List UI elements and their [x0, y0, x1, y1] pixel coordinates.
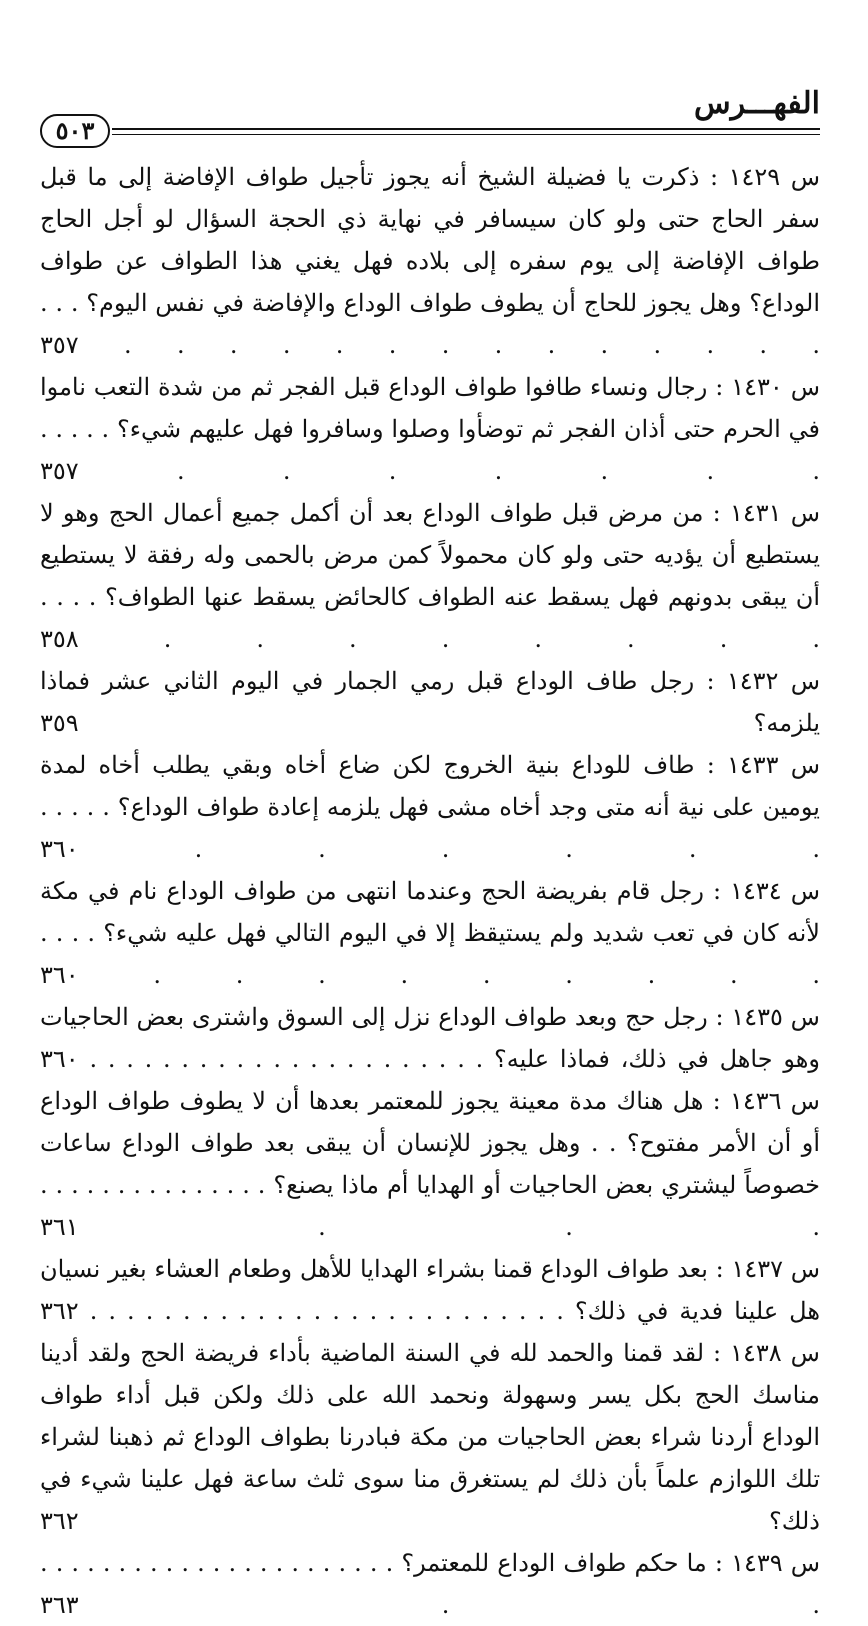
leader-dots: . . . . . . . . . . . . . . . . . . . . . . . . . .	[89, 1297, 564, 1325]
question-number: س ١٤٣٩ :	[714, 1549, 821, 1577]
index-entry	[40, 1080, 820, 1248]
question-number: س ١٤٣١ :	[712, 499, 820, 527]
index-entry	[40, 492, 820, 660]
page-reference: ٣٥٧	[40, 457, 79, 485]
question-number: س ١٤٣٣ :	[706, 751, 820, 779]
page-reference: ٣٥٩	[40, 709, 79, 737]
header-rule	[112, 128, 820, 130]
leader-dots: . . . . . . . . . . . . . . . . . . . . . . . . .	[40, 1549, 820, 1619]
question-text: رجل حج وبعد طواف الوداع نزل إلى السوق واشترى بعض الحاجيات وهو جاهل في ذلك، فماذا عليه؟	[40, 1003, 820, 1073]
question-text: هل هناك مدة معينة يجوز للمعتمر بعدها أن لا يطوف طواف الوداع أو أن الأمر مفتوح؟ . . وهل يجوز للإنسان أن يبقى بعد طواف الوداع ساعات خصوصاً ليشتري بعض الحاجيات أو الهدايا أم ماذا يصنع؟	[40, 1087, 820, 1199]
leader-dots: . . . . . . . . . . . .	[40, 415, 820, 485]
index-entry	[40, 660, 820, 744]
index-entry	[40, 156, 820, 366]
question-text: ما حكم طواف الوداع للمعتمر؟	[401, 1549, 707, 1577]
index-entry	[40, 366, 820, 492]
question-text: رجال ونساء طافوا طواف الوداع قبل الفجر ثم من شدة التعب ناموا في الحرم حتى أذان الفجر ثم توضأوا وصلوا وسافروا فهل عليهم شيء؟	[40, 373, 820, 443]
page-reference: ٣٦٢	[40, 1507, 79, 1535]
page-reference: ٣٦٠	[40, 835, 79, 863]
page-reference: ٣٦٠	[40, 1045, 79, 1073]
question-number: س ١٤٢٩ :	[709, 163, 820, 191]
question-text: رجل قام بفريضة الحج وعندما انتهى من طواف الوداع نام في مكة لأنه كان في تعب شديد ولم يستيقظ إلا في اليوم التالي فهل عليه شيء؟	[40, 877, 820, 947]
leader-dots: . . . . . . . . . . . . . . . . .	[40, 289, 820, 359]
page-reference: ٣٦٣	[40, 1591, 79, 1619]
question-number: س ١٤٣٢ :	[706, 667, 820, 695]
leader-dots: . . . . . . . . . . . .	[40, 583, 820, 653]
question-number: س ١٤٣٤ :	[713, 877, 820, 905]
page-header	[40, 86, 820, 156]
page-title: الفهـــرس	[693, 86, 820, 121]
page-reference: ٣٦٠	[40, 961, 79, 989]
page-number-badge: ٥٠٣	[40, 114, 110, 148]
question-text: لقد قمنا والحمد لله في السنة الماضية بأداء فريضة الحج ولقد أدينا مناسك الحج بكل يسر وسهولة ونحمد الله على ذلك ولكن قبل أداء طواف الوداع أردنا شراء بعض الحاجيات من مكة فبادرنا بطواف الوداع ثم ذهبنا لشراء تلك اللوازم علماً بأن ذلك لم يستغرق منا سوى ثلث ساعة فهل علينا شيء في ذلك؟	[40, 1339, 820, 1535]
question-number: س ١٤٣٠ :	[715, 373, 820, 401]
question-number: س ١٤٣٨ :	[713, 1339, 820, 1367]
question-text: رجل طاف الوداع قبل رمي الجمار في اليوم الثاني عشر فماذا يلزمه؟	[40, 667, 820, 737]
index-entry	[40, 1542, 820, 1626]
question-number: س ١٤٣٥ :	[715, 1003, 820, 1031]
question-text: ذكرت يا فضيلة الشيخ أنه يجوز تأجيل طواف الإفاضة إلى ما قبل سفر الحاج حتى ولو كان سيسافر في نهاية ذي الحجة السؤال لو أجل الحاج طواف الإفاضة إلى يوم سفره إلى بلاده فهل يغني هذا الطواف عن طواف الوداع؟ وهل يجوز للحاج أن يطوف طواف الوداع والإفاضة في نفس اليوم؟	[40, 163, 820, 317]
page-reference: ٣٥٨	[40, 625, 79, 653]
index-entry	[40, 744, 820, 870]
leader-dots: . . . . . . . . . . . . . . . . . .	[40, 1171, 820, 1241]
index-entries	[40, 156, 820, 1626]
question-text: من مرض قبل طواف الوداع بعد أن أكمل جميع أعمال الحج وهو لا يستطيع أن يؤديه حتى ولو كان محمولاً كمن مرض بالحمى وله رفقة لا يستطيع أن يبقى بدونهم فهل يسقط عنه الطواف كالحائض يسقط عنها الطواف؟	[40, 499, 820, 611]
index-entry	[40, 1332, 820, 1542]
question-text: طاف للوداع بنية الخروج لكن ضاع أخاه وبقي يطلب أخاه لمدة يومين على نية أنه متى وجد أخاه مشى فهل يلزمه إعادة طواف الوداع؟	[40, 751, 820, 821]
leader-dots: . . . . . . . . . . . . . . . . . . . . . .	[89, 1045, 484, 1073]
header-rule-thin	[112, 134, 820, 135]
page-reference: ٣٦١	[40, 1213, 79, 1241]
leader-dots: . . . . . . . . . . .	[40, 793, 820, 863]
page-reference: ٣٥٧	[40, 331, 79, 359]
question-number: س ١٤٣٦ :	[712, 1087, 820, 1115]
page-reference: ٣٦٢	[40, 1297, 79, 1325]
question-number: س ١٤٣٧ :	[715, 1255, 820, 1283]
question-text: بعد طواف الوداع قمنا بشراء الهدايا للأهل وطعام العشاء بغير نسيان هل علينا فدية في ذلك؟	[40, 1255, 821, 1325]
leader-dots: . . . . . . . . . . . . .	[40, 919, 820, 989]
index-entry	[40, 870, 820, 996]
index-entry	[40, 1248, 820, 1332]
index-entry	[40, 996, 820, 1080]
